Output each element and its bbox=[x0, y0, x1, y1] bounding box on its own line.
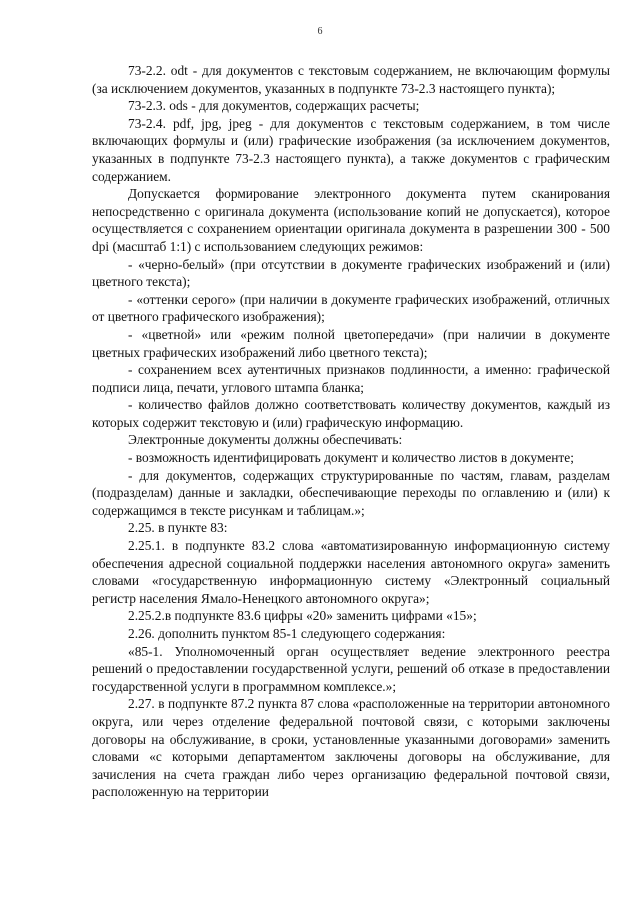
list-item: - «цветной» или «режим полной цветопередачи» (при наличии в документе цветных графических изображений либо цветного текста); bbox=[92, 326, 610, 360]
paragraph: 73-2.2. odt - для документов с текстовым содержанием, не включающим формулы (за исключением документов, указанных в подпункте 73-2.3 настоящего пункта); bbox=[92, 63, 610, 96]
paragraph: Допускается формирование электронного документа путем сканирования непосредственно с оригинала документа (использование копий не допускается), которое осуществляется с сохранением ориентации оригинала документа в разрешении 300 - 500 dpi (масштаб 1:1) с использованием следующих режимов: bbox=[92, 186, 610, 254]
list-item: - для документов, содержащих структурированные по частям, главам, разделам (подразделам) данные и закладки, обеспечивающие переходы по оглавлению и (или) к содержащимся в тексте рисункам и таблицам.»; bbox=[92, 467, 610, 518]
paragraph: 2.25. в пункте 83: bbox=[128, 520, 228, 536]
document-body bbox=[92, 62, 610, 801]
list-item: - количество файлов должно соответствовать количеству документов, каждый из которых содержит текстовую и (или) графическую информацию. bbox=[92, 397, 610, 430]
page-number: 6 bbox=[317, 26, 323, 37]
paragraph: 2.25.2.в подпункте 83.6 цифры «20» заменить цифрами «15»; bbox=[128, 608, 477, 624]
list-item: - сохранением всех аутентичных признаков подлинности, а именно: графической подписи лица, печати, углового штампа бланка; bbox=[92, 362, 610, 395]
list-item: - «черно-белый» (при отсутствии в документе графических изображений и (или) цветного текста); bbox=[92, 256, 610, 290]
paragraph: 2.26. дополнить пунктом 85-1 следующего содержания: bbox=[128, 626, 446, 641]
list-item: - «оттенки серого» (при наличии в документе графических изображений, отличных от цветного графического изображения); bbox=[92, 291, 610, 325]
paragraph: 2.25.1. в подпункте 83.2 слова «автоматизированную информационную систему обеспечения адресной социальной поддержки населения автономного округа» заменить словами «государственную информационную систему «Электронный социальный регистр населения Ямало-Ненецкого автономного округа»; bbox=[92, 538, 610, 606]
paragraph: 73-2.3. ods - для документов, содержащих расчеты; bbox=[128, 98, 420, 114]
paragraph: Электронные документы должны обеспечивать: bbox=[128, 432, 403, 448]
paragraph: 73-2.4. pdf, jpg, jpeg - для документов с текстовым содержанием, в том числе включающих формулы и (или) графические изображения (за исключением документов, указанных в подпункте 73-2.3 настоящего пункта), а также документов с графическим содержанием. bbox=[92, 115, 610, 184]
list-item: - возможность идентифицировать документ и количество листов в документе; bbox=[128, 450, 574, 466]
paragraph: «85-1. Уполномоченный орган осуществляет ведение электронного реестра решений о предоставлении государственной услуги, решений об отказе в предоставлении государственной услуги в программном комплексе.»; bbox=[92, 643, 610, 694]
paragraph: 2.27. в подпункте 87.2 пункта 87 слова «расположенные на территории автономного округа, или через отделение федеральной почтовой связи, с которыми заключены договоры на обслуживание, в сроки, установленные указанными договорами» заменить словами «с которыми департаментом заключены договоры на обслуживание, для зачисления на счета граждан либо через организацию федеральной почтовой связи, расположенную на территории bbox=[92, 696, 610, 800]
